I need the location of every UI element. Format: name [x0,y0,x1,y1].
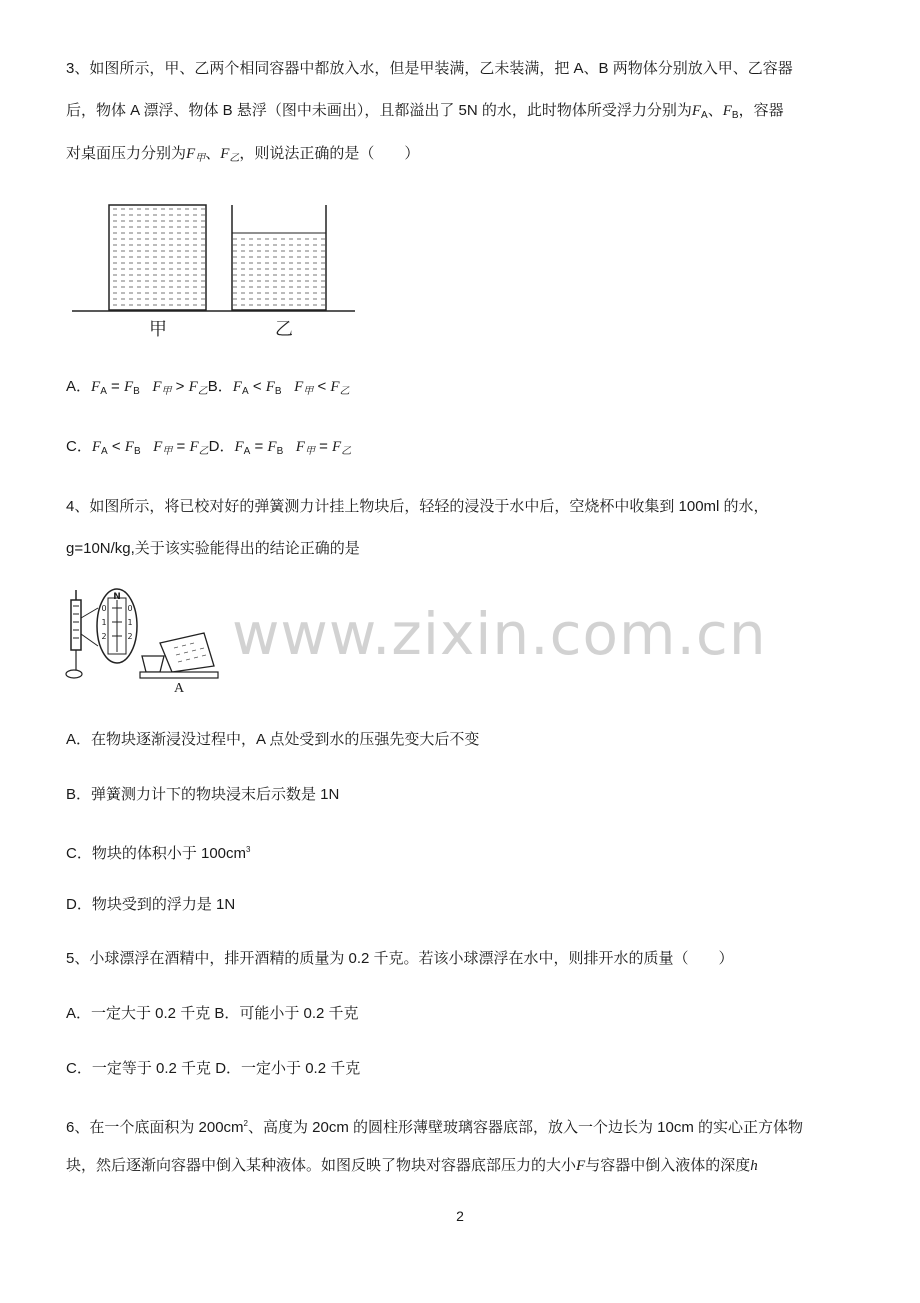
q4-option-B: B．弹簧测力计下的物块浸末后示数是 1N [66,786,340,803]
fig-label-A: A [173,681,185,696]
opt-label-D: D． [208,438,235,455]
q3-line1: 3、如图所示，甲、乙两个相同容器中都放入水，但是甲装满，乙未装满，把 A、B 两物体分别放入甲、乙容器 [66,60,793,77]
q4-option-C-text: C．物块的体积小于 100cm [66,845,247,862]
q3-options-cd: C．$F_A < F_B$ $F_甲 = F_乙D$．$F_A = F_B$ $F_甲 = F_乙$ [66,438,352,457]
sub-A: A [701,110,708,121]
q3-line2-text: 后，物体 A 漂浮、物体 B 悬浮（图中未画出），且都溢出了 5N 的水，此时物体所受浮力分别为 [66,102,692,119]
opt-label-B: B． [207,378,233,395]
sym-F: F [220,146,230,162]
sym-F: F [691,103,702,119]
container-jia-water [109,206,206,309]
collecting-beaker [142,656,164,672]
fig-label-jia: 甲 [149,319,167,340]
fig-label-yi: 乙 [275,319,293,340]
hanging-block [66,670,82,678]
q4-line2: g=10N/kg,关于该实验能得出的结论正确的是 [66,540,360,557]
sub-B: B [731,110,739,121]
sub-yi: 乙 [229,153,240,164]
dial-scale-0-right: 0 [127,604,133,613]
opt-label-C: C． [66,438,92,455]
q4-option-C-sup: 3 [246,845,251,854]
q3-containers-figure [72,200,358,345]
q3-line2 [66,101,784,126]
q5-options-cd: C．一定等于 0.2 千克 D．一定小于 0.2 千克 [66,1060,361,1077]
dial-scale-0: 0 [101,604,107,613]
sub-jia: 甲 [195,153,206,164]
q3-options-ab: A．$F_A = F_B$ $F_甲 > F_乙B$．$F_A < F_B$ $F_甲 < F_乙$ [66,378,350,397]
q6-line1-b: 、高度为 20cm 的圆柱形薄壁玻璃容器底部，放入一个边长为 10cm 的实心正方体物 [248,1119,804,1136]
q6-line1-sup: 2 [243,1119,248,1128]
spring-scale-body [71,600,81,650]
q6-var-F: F [576,1158,586,1174]
q6-line2-mid: 与容器中倒入液体的深度 [585,1157,751,1174]
q6-var-h: h [750,1158,758,1174]
platform [140,672,218,678]
q3-line3-text: 对桌面压力分别为 [66,145,187,162]
dial-scale-2: 2 [101,632,107,641]
q3-line3 [66,144,419,169]
q3-line2-tail: ，容器 [738,102,784,119]
opt-label-A: A． [66,378,92,395]
watermark: www.zixin.com.cn [232,600,767,668]
q6-line2-text: 块，然后逐渐向容器中倒入某种液体。如图反映了物块对容器底部压力的大小 [66,1157,577,1174]
dial-scale-2-right: 2 [127,632,133,641]
dial-unit: N [113,592,121,602]
q6-line2 [66,1156,758,1176]
q3-line3-tail: ，则说法正确的是（ ） [239,145,420,162]
q4-option-C [66,840,250,864]
q5-line1: 5、小球漂浮在酒精中，排开酒精的质量为 0.2 千克。若该小球漂浮在水中，则排开水的质量（ ） [66,950,734,967]
q4-option-A: A．在物块逐渐浸没过程中，A 点处受到水的压强先变大后不变 [66,731,480,748]
dial-scale-1-right: 1 [127,618,133,627]
page-number: 2 [456,1208,464,1224]
sym-F: F [722,103,732,119]
q4-option-D: D．物块受到的浮力是 1N [66,896,236,913]
q6-line1-a: 6、在一个底面积为 200cm [66,1119,244,1136]
sym-F: F [186,146,196,162]
q4-line1: 4、如图所示，将已校对好的弹簧测力计挂上物块后，轻轻的浸没于水中后，空烧杯中收集到 100ml 的水， [66,498,769,515]
q5-options-ab: A．一定大于 0.2 千克 B．可能小于 0.2 千克 [66,1005,359,1022]
dial-scale-1: 1 [101,618,107,627]
q6-line1 [66,1114,803,1138]
sym-dun: 、 [707,102,723,119]
sym-dun: 、 [205,145,221,162]
container-yi-water [232,233,326,309]
q4-spring-scale-figure [62,588,222,696]
